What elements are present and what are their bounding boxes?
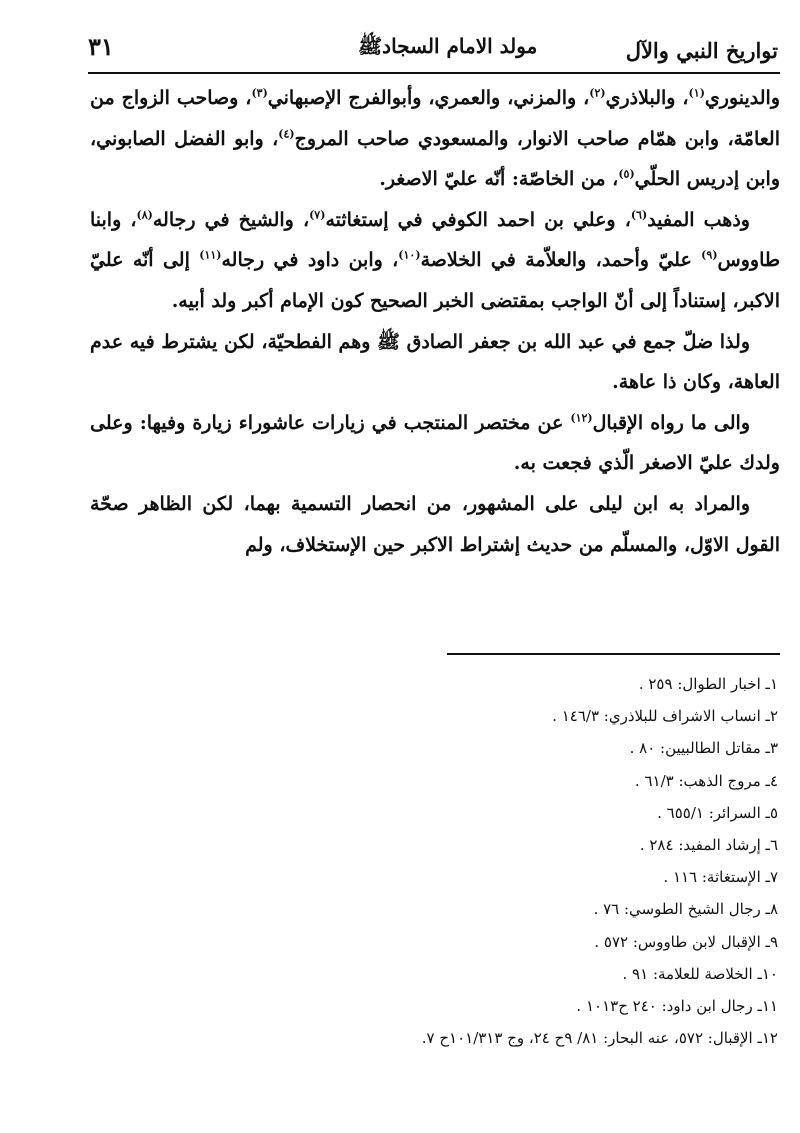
footnote-item: ٣ـ مقاتل الطالبيين: ٨٠ .	[629, 739, 778, 758]
footnotes-list	[230, 668, 778, 1054]
chapter-title	[358, 34, 537, 63]
text-segment: ، من الخاصّة: أنّه عليّ الاصغر.	[379, 168, 619, 191]
footnote-item: ٤ـ مروج الذهب: ٦١/٣ .	[634, 771, 778, 790]
text-segment: ، والمزني، والعمري، وأبوالفرج الإصبهاني	[267, 87, 590, 109]
footnote-item: ١٠ـ الخلاصة للعلامة: ٩١ .	[622, 964, 778, 983]
footnote-marker: (١١)	[199, 249, 222, 263]
page-number: ٣١	[88, 32, 114, 61]
text-segment: ، وصاحب الزواج من العامّة، وابن همّام صاحب الانوار، والمسعودي صاحب المروج	[90, 87, 780, 150]
text-segment: والدينوري	[704, 87, 781, 109]
text-segment: والى ما رواه الإقبال	[592, 411, 750, 434]
text-segment: ولذا ضلّ جمع في عبد الله بن جعفر الصادق	[399, 330, 750, 353]
text-segment: عن مختصر المنتجب في زيارات عاشوراء زيارة وفيها: وعلى ولدك عليّ الاصغر الّذي فجعت به.	[90, 411, 780, 475]
paragraph	[90, 484, 780, 565]
footnote-marker: (١٢)	[570, 411, 593, 425]
footnote-item: ٩ـ الإقبال لابن طاووس: ٥٧٢ .	[594, 932, 778, 951]
text-segment: ، والبلاذري	[605, 87, 689, 109]
running-header	[88, 30, 778, 70]
footnote-item: ٥ـ السرائر: ٦٥٥/١ .	[657, 803, 778, 822]
footnote-marker: (٦)	[630, 208, 648, 222]
text-segment: عليّ وأحمد، والعلاّمة في الخلاصة	[420, 249, 702, 272]
text-segment: والمراد به ابن ليلى على المشهور، من انحصار التسمية بهما، لكن الظاهر صحّة القول الاوّل، والمسلّم من حديث إشتراط الاكبر حين الإستخلاف، ولم	[90, 492, 780, 556]
footnote-marker: (١٠)	[398, 249, 421, 263]
footnote-marker: (٧)	[309, 208, 326, 222]
paragraph	[90, 200, 780, 322]
footnote-marker: (٤)	[278, 127, 295, 141]
footnote-divider	[447, 653, 780, 655]
honorific-glyph: ﷺ	[358, 34, 383, 58]
footnote-marker: (١)	[688, 86, 705, 100]
footnote-item: ٧ـ الإستغاثة: ١١٦ .	[663, 868, 778, 887]
text-segment: إلى أنّه عليّ الاكبر، إستناداً إلى أنّ الواجب بمقتضى الخبر الصحيح كون الإمام أكبر ولد أبيه.	[90, 249, 780, 312]
paragraph	[90, 403, 780, 484]
footnote-item: ١٢ـ الإقبال: ٥٧٢، عنه البحار: ٨١/ ٩ح ٢٤، وج ١٠١/٣١٣ح ٧.	[421, 1029, 778, 1048]
main-text	[90, 78, 780, 565]
chapter-title-text: مولد الامام السجاد	[382, 34, 538, 58]
footnote-item: ١ـ اخبار الطوال: ٢٥٩ .	[638, 675, 778, 693]
text-segment: ، وعلي بن احمد الكوفي في إستغاثته	[325, 208, 631, 231]
text-segment: ، وابو الفضل الصابوني، وابن إدريس الحلّي	[90, 127, 780, 191]
footnote-marker: (٩)	[701, 249, 718, 263]
honorific-glyph: ﷺ	[377, 330, 400, 353]
footnote-marker: (٣)	[251, 86, 268, 100]
text-segment: ، وابنا طاووس	[90, 208, 780, 272]
text-segment: وهم الفطحيّة، لكن يشترط فيه عدم العاهة، وكان ذا عاهة.	[90, 330, 780, 394]
footnote-item: ٨ـ رجال الشيخ الطوسي: ٧٦ .	[593, 900, 778, 919]
text-segment: ، وابن داود في رجاله	[221, 249, 399, 272]
footnote-marker: (٨)	[136, 208, 153, 222]
footnote-marker: (٢)	[589, 86, 606, 100]
footnote-item: ٢ـ انساب الاشراف للبلاذري: ١٤٦/٣ .	[552, 707, 778, 726]
footnote-marker: (٥)	[618, 167, 635, 181]
paragraph	[90, 78, 780, 200]
footnote-item: ٦ـ إرشاد المفيد: ٢٨٤ .	[639, 836, 778, 855]
header-divider	[88, 72, 780, 74]
footnote-item: ١١ـ رجال ابن داود: ٢٤٠ ح١٠١٣ .	[576, 997, 778, 1016]
book-title: تواريخ النبي والآل	[625, 38, 778, 63]
text-segment: وذهب المفيد	[647, 208, 750, 231]
text-segment: ، والشيخ في رجاله	[152, 208, 310, 231]
paragraph	[90, 322, 780, 403]
